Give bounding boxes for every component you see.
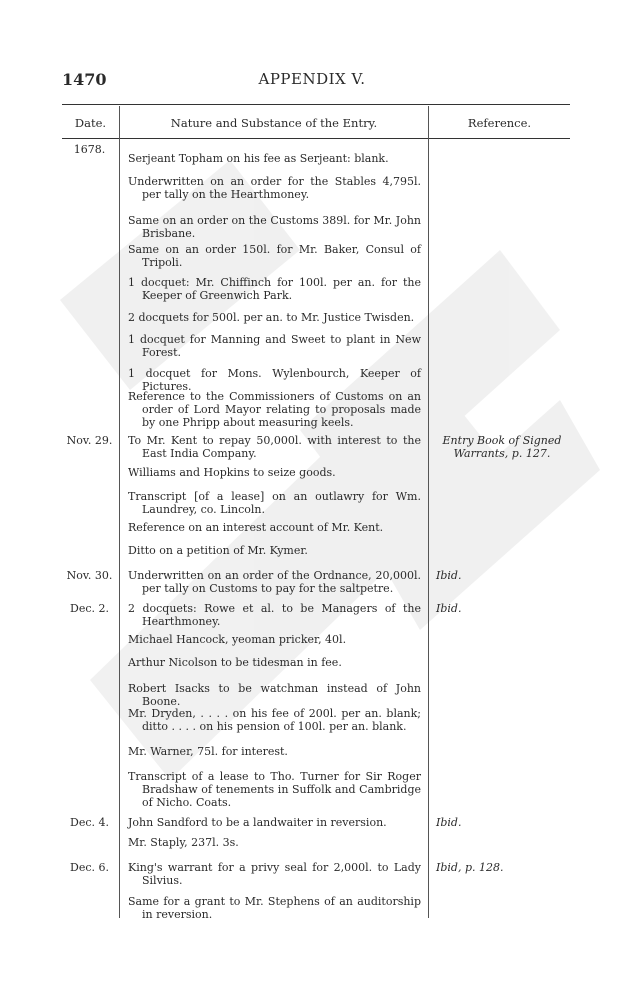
entry-date: Nov. 29. <box>66 434 113 447</box>
header-top-rule <box>62 104 570 105</box>
year-label: 1678. <box>73 143 106 156</box>
running-head: APPENDIX V. <box>258 70 366 88</box>
column-divider-left <box>119 106 120 918</box>
entry-text: To Mr. Kent to repay 50,000l. with interest to the East India Company. <box>128 434 421 460</box>
entry-text: Mr. Warner, 75l. for interest. <box>128 745 288 758</box>
entry-date: Dec. 6. <box>70 861 109 874</box>
column-header-nature: Nature and Substance of the Entry. <box>170 116 378 130</box>
entry-reference: Ibid. <box>436 602 462 615</box>
entry-text: 1 docquet for Manning and Sweet to plant in New Forest. <box>128 333 421 359</box>
entry-reference: Ibid. <box>436 816 462 829</box>
entry-text: Same for a grant to Mr. Stephens of an auditorship in reversion. <box>128 895 421 921</box>
entry-text: Transcript of a lease to Tho. Turner for Sir Roger Bradshaw of tenements in Suffolk and Cambridge of Nicho. Coats. <box>128 770 421 809</box>
entry-text: Michael Hancock, yeoman pricker, 40l. <box>128 633 347 646</box>
entry-text: Transcript [of a lease] on an outlawry for Wm. Laundrey, co. Lincoln. <box>128 490 421 516</box>
entry-text: Ditto on a petition of Mr. Kymer. <box>128 544 308 557</box>
entry-reference: Ibid. <box>436 569 462 582</box>
entry-text: 1 docquet for Mons. Wylenbourch, Keeper of Pictures. <box>128 367 421 393</box>
entry-text: Mr. Staply, 237l. 3s. <box>128 836 239 849</box>
entry-text: Mr. Dryden, . . . . on his fee of 200l. per an. blank; ditto . . . . on his pension of 100l. per an. blank. <box>128 707 421 733</box>
entry-text: Same on an order 150l. for Mr. Baker, Consul of Tripoli. <box>128 243 421 269</box>
entry-text: Underwritten on an order for the Stables 4,795l. per tally on the Hearthmoney. <box>128 175 421 201</box>
entry-text: Reference on an interest account of Mr. Kent. <box>128 521 384 534</box>
entry-text: Arthur Nicolson to be tidesman in fee. <box>128 656 342 669</box>
entry-date: Dec. 2. <box>70 602 109 615</box>
entry-text: Reference to the Commissioners of Customs on an order of Lord Mayor relating to proposals made by one Phripp about measuring keels. <box>128 390 421 429</box>
entry-text: Serjeant Topham on his fee as Serjeant: blank. <box>128 152 389 165</box>
column-header-reference: Reference. <box>467 116 532 130</box>
entry-date: Dec. 4. <box>70 816 109 829</box>
entry-reference: Ibid, p. 128. <box>436 861 504 874</box>
column-divider-right <box>428 106 429 918</box>
entry-text: Robert Isacks to be watchman instead of John Boone. <box>128 682 421 708</box>
entry-reference: Entry Book of Signed Warrants, p. 127. <box>442 434 562 460</box>
entry-text: Williams and Hopkins to seize goods. <box>128 466 336 479</box>
entry-text: 1 docquet: Mr. Chiffinch for 100l. per an. for the Keeper of Greenwich Park. <box>128 276 421 302</box>
entry-text: 2 docquets for 500l. per an. to Mr. Justice Twisden. <box>128 311 415 324</box>
entry-text: John Sandford to be a landwaiter in reversion. <box>128 816 387 829</box>
column-header-date: Date. <box>74 116 107 130</box>
entry-text: King's warrant for a privy seal for 2,000l. to Lady Silvius. <box>128 861 421 887</box>
entry-text: Underwritten on an order of the Ordnance, 20,000l. per tally on Customs to pay for the saltpetre. <box>128 569 421 595</box>
header-bottom-rule <box>62 138 570 139</box>
entry-text: 2 docquets: Rowe et al. to be Managers of the Hearthmoney. <box>128 602 421 628</box>
entry-date: Nov. 30. <box>66 569 113 582</box>
page-number: 1470 <box>62 70 107 89</box>
entry-text: Same on an order on the Customs 389l. for Mr. John Brisbane. <box>128 214 421 240</box>
